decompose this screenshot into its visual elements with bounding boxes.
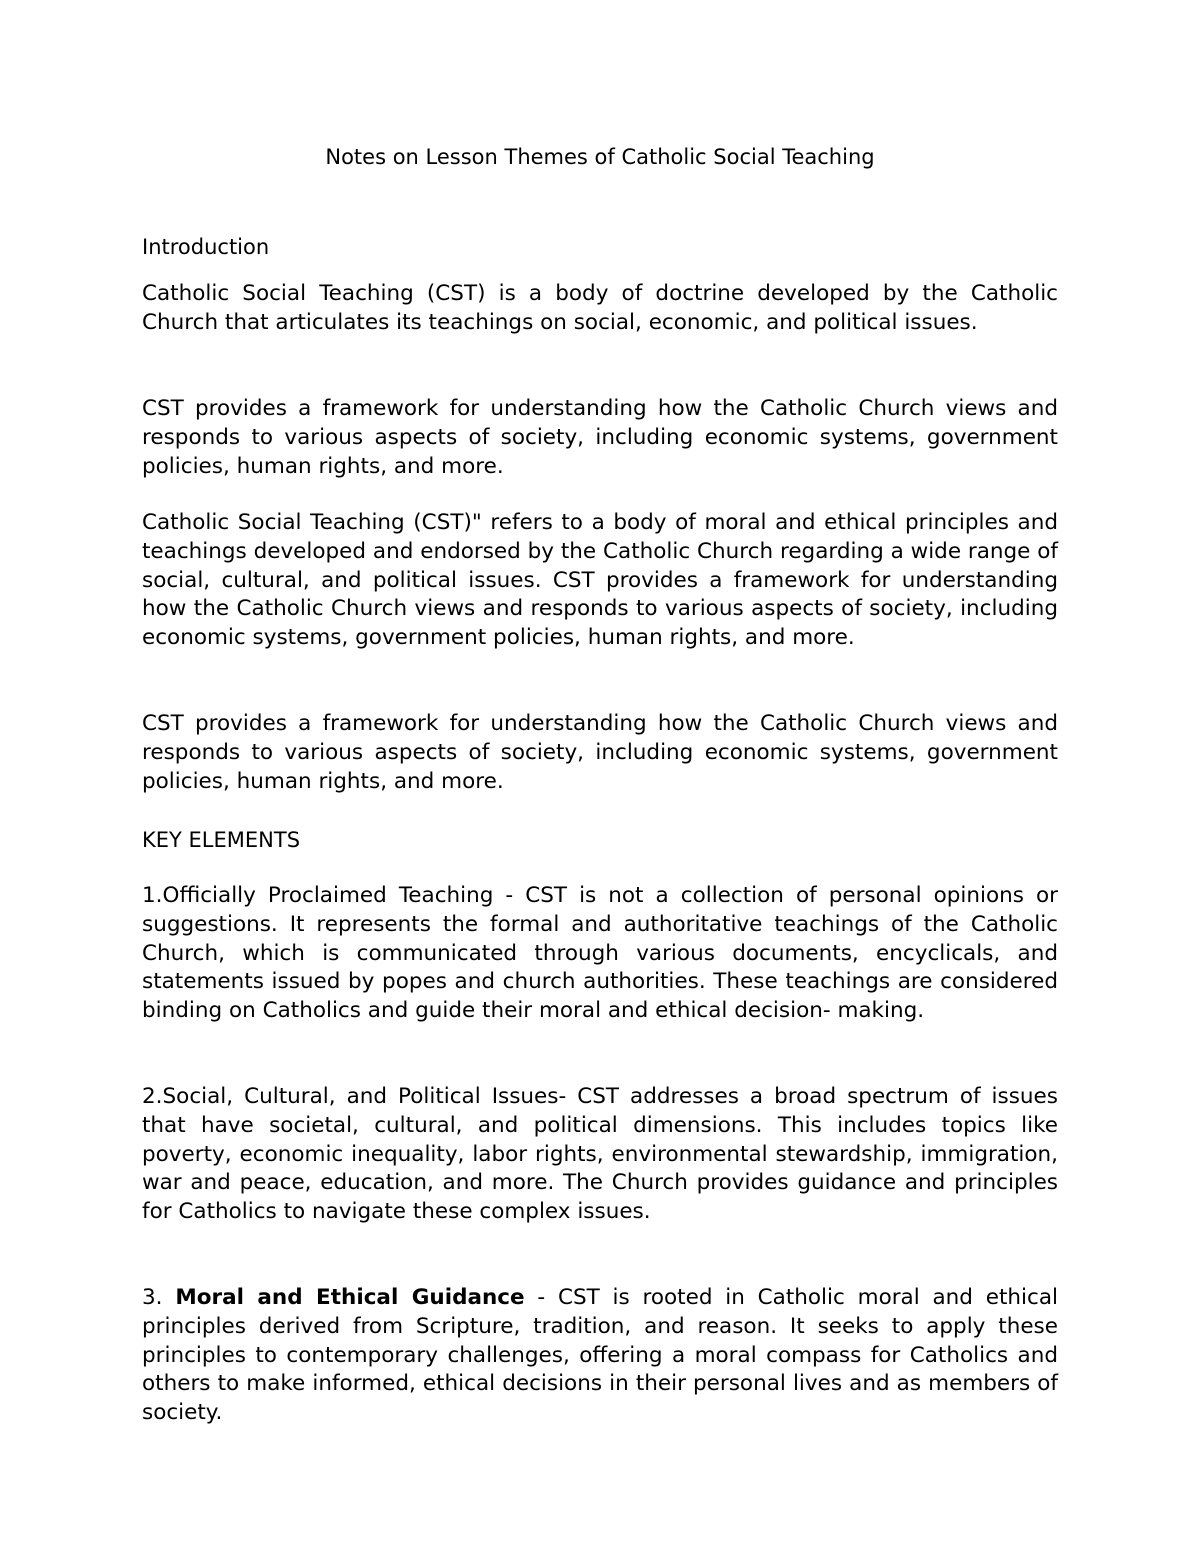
- intro-paragraph-3: Catholic Social Teaching (CST)" refers to a body of moral and ethical principles and teachings developed and endorsed by the Catholic Church regarding a wide range of social, cultural, and political issues. CST provides a framework for understanding how the Catholic Church views and responds to various aspects of society, including economic systems, government policies, human rights, and more.: [142, 510, 1058, 651]
- key-elements-heading: KEY ELEMENTS: [142, 828, 301, 852]
- key-element-number: 2.: [142, 1084, 163, 1109]
- key-element-title: Officially Proclaimed Teaching: [162, 883, 494, 908]
- key-element-title: Social, Cultural, and Political Issues-: [162, 1084, 567, 1109]
- key-element-number: 1.: [142, 883, 163, 908]
- key-element-text: CST is not a collection of personal opinions or suggestions. It represents the formal and authoritative teachings of the Catholic Church, which is communicated through various documents, encyclicals, and statements issued by popes and church authorities. These teachings are considered binding on Catholics and guide their moral and ethical decision- making.: [142, 883, 1058, 1024]
- key-element-text: CST is rooted in Catholic moral and ethical principles derived from Scripture, tradition, and reason. It seeks to apply these principles to contemporary challenges, offering a moral compass for Catholics and others to make informed, ethical decisions in their personal lives and as members of society.: [142, 1285, 1058, 1426]
- intro-paragraph-4: CST provides a framework for understanding how the Catholic Church views and responds to various aspects of society, including economic systems, government policies, human rights, and more.: [142, 711, 1058, 794]
- document-title: Notes on Lesson Themes of Catholic Social Teaching: [325, 145, 875, 169]
- key-element-separator: -: [524, 1285, 558, 1310]
- key-element-1: [142, 882, 1058, 1026]
- key-element-separator: [566, 1084, 577, 1109]
- key-element-number: 3.: [142, 1285, 163, 1310]
- key-element-3: [142, 1284, 1058, 1428]
- intro-paragraph-2: CST provides a framework for understanding how the Catholic Church views and responds to various aspects of society, including economic systems, government policies, human rights, and more.: [142, 396, 1058, 479]
- key-element-separator: -: [493, 883, 526, 908]
- key-element-text: CST addresses a broad spectrum of issues that have societal, cultural, and political dimensions. This includes topics like poverty, economic inequality, labor rights, environmental stewardship, immigration, war and peace, education, and more. The Church provides guidance and principles for Catholics to navigate these complex issues.: [142, 1084, 1058, 1225]
- introduction-heading: Introduction: [142, 235, 270, 259]
- key-element-2: [142, 1083, 1058, 1227]
- key-element-title: Moral and Ethical Guidance: [175, 1285, 525, 1310]
- intro-paragraph-1: Catholic Social Teaching (CST) is a body of doctrine developed by the Catholic Church that articulates its teachings on social, economic, and political issues.: [142, 281, 1058, 335]
